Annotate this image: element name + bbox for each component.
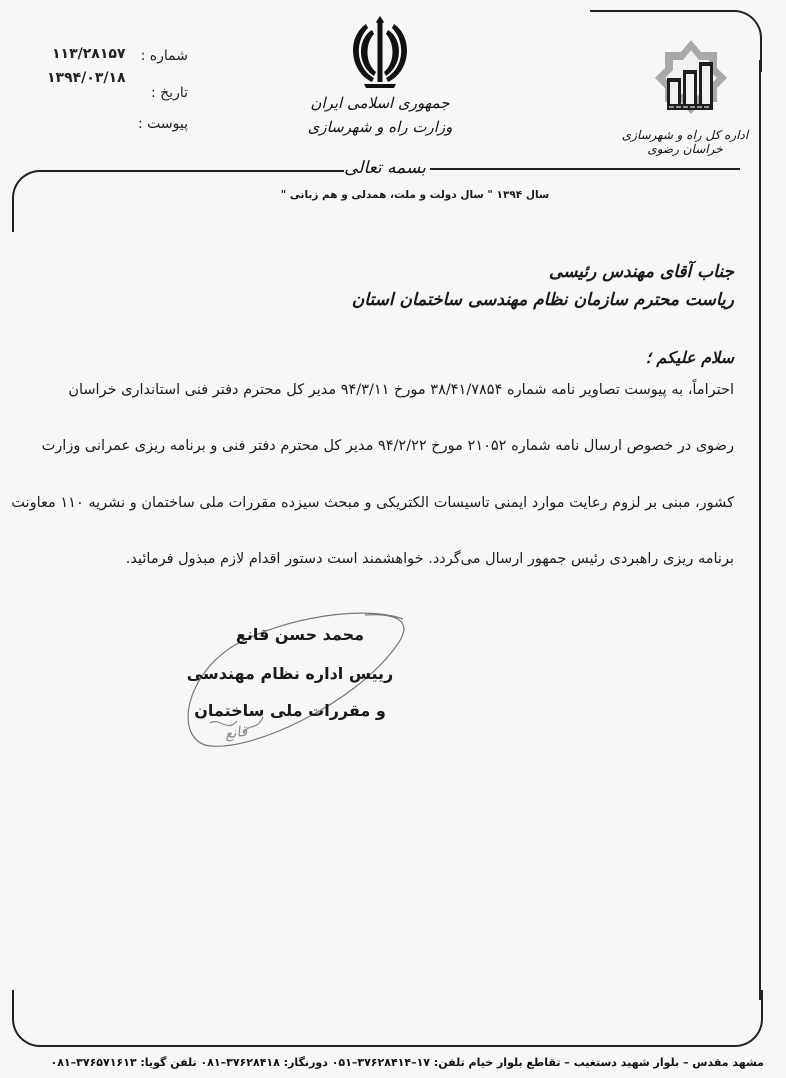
number-value: ۱۱۳/۲۸۱۵۷	[52, 46, 126, 62]
year-slogan: سال ۱۳۹۴ " سال دولت و ملت، همدلی و هم زبانی "	[280, 189, 550, 201]
logo-caption: اداره کل راه و شهرسازی خراسان رضوی	[621, 128, 749, 156]
greeting: سلام علیکم ؛	[645, 348, 734, 367]
emblem-line-1: جمهوری اسلامی ایران	[310, 94, 450, 112]
date-value: ۱۳۹۴/۰۳/۱۸	[47, 70, 126, 86]
signatory-title-1: رییس اداره نظام مهندسی	[186, 664, 394, 683]
frame-border-right	[759, 60, 761, 1000]
signatory-name: محمد حسن قانع	[235, 625, 365, 644]
footer-address: مشهد مقدس – بلوار شهید دستغیب – تقاطع بلوار خیام تلفن: ۱۷–۳۷۶۲۸۴۱۴–۰۵۱ دورنگار: ۳۷۶۲۸۴۱۸–۰۸۱ تلفن گویا: ۳۷۶۵۷۱۶۱۳–۰۸۱	[50, 1056, 764, 1069]
recipient-line-1: جناب آقای مهندس رئیسی	[548, 262, 734, 282]
iran-emblem-icon	[350, 12, 410, 90]
body-line-2: رضوی در خصوص ارسال نامه شماره ۲۱۰۵۲ مورخ ۹۴/۲/۲۲ مدیر کل محترم دفتر فنی و برنامه ریزی عمرانی وزارت	[41, 438, 734, 454]
body-line-3: کشور، مبنی بر لزوم رعایت موارد ایمنی تاسیسات الکتریکی و مبحث سیزده مقررات ملی ساختمان و نشریه ۱۱۰ معاونت	[11, 495, 734, 511]
frame-border-top-left	[12, 170, 344, 232]
signatory-title-2: و مقررات ملی ساختمان	[194, 701, 386, 720]
frame-border-top	[430, 168, 740, 170]
body-line-4: برنامه ریزی راهبردی رئیس جمهور ارسال می‌گردد. خواهشمند است دستور اقدام لازم مبذول فرمائید.	[125, 551, 734, 567]
number-label: شماره :	[140, 48, 188, 64]
recipient-line-2: ریاست محترم سازمان نظام مهندسی ساختمان استان	[351, 290, 734, 310]
body-line-1: احتراماً، به پیوست تصاویر نامه شماره ۳۸/۴۱/۷۸۵۴ مورخ ۹۴/۳/۱۱ مدیر کل محترم دفتر فنی استانداری خراسان	[68, 382, 734, 398]
bismillah: بسمه تعالی	[344, 158, 426, 178]
handwritten-signature: قانع	[223, 723, 249, 743]
attachment-label: پیوست :	[138, 116, 188, 132]
frame-border-bottom	[12, 990, 763, 1047]
frame-border-top-right	[590, 10, 762, 72]
date-label: تاریخ :	[150, 85, 188, 101]
emblem-line-2: وزارت راه و شهرسازی	[307, 118, 453, 136]
